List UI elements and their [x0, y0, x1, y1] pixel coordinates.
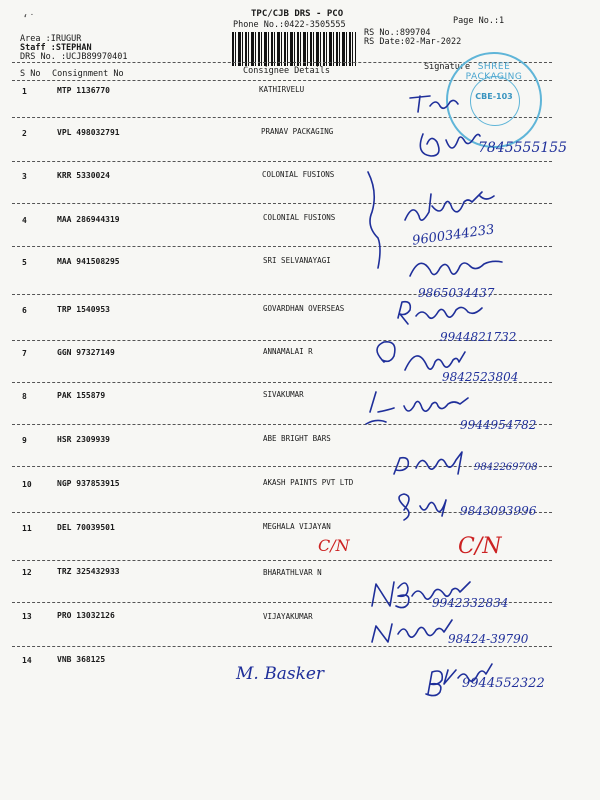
signature-4	[405, 192, 494, 220]
phone-row-7: 9842523804	[442, 370, 519, 384]
row-consignee: PRANAV PACKAGING	[261, 127, 334, 136]
phone-row-2: 7845555155	[478, 140, 568, 156]
row-consignee: BHARATHLVAR N	[263, 568, 322, 577]
signature-5	[410, 261, 502, 276]
row-consignment: DEL 70039501	[57, 523, 115, 532]
row-consignment: MAA 941508295	[57, 257, 120, 266]
signature-13	[372, 620, 452, 642]
row-sno: 3	[22, 172, 27, 181]
row-sno: 6	[22, 306, 27, 315]
row-consignee: SIVAKUMAR	[263, 390, 304, 399]
row-consignee: MEGHALA VIJAYAN	[263, 522, 331, 531]
row-consignee: VIJAYAKUMAR	[263, 612, 313, 621]
row-sno: 10	[22, 480, 32, 489]
phone-row-6: 9944821732	[440, 330, 517, 344]
row-consignment: TRZ 325432933	[57, 567, 120, 576]
signature-7	[377, 342, 465, 370]
drs-number: DRS No. :UCJB89970401	[20, 52, 128, 62]
row-consignee: SRI SELVANAYAGI	[263, 256, 331, 265]
col-consignment: Consignment No	[52, 69, 124, 79]
row-sno: 11	[22, 524, 32, 533]
signature-10	[399, 494, 446, 520]
row-sno: 1	[22, 87, 27, 96]
row-consignee: COLONIAL FUSIONS	[262, 170, 335, 179]
signature-6	[398, 302, 482, 324]
bracket-3-4	[368, 172, 380, 268]
row-sno: 14	[22, 656, 32, 665]
row-consignment: PRO 13032126	[57, 611, 115, 620]
staff: Staff :STEPHAN	[20, 43, 92, 53]
row-consignment: VNB 368125	[57, 655, 106, 664]
signature-8	[366, 392, 468, 424]
phone-number: Phone No.:0422-3505555	[233, 20, 346, 30]
row-consignment: MTP 1136770	[57, 86, 110, 95]
phone-row-9: 9944954782	[460, 418, 537, 432]
phone-row-14: 9944552322	[462, 676, 545, 691]
col-consignee: Consignee Details	[243, 66, 330, 76]
phone-row-5: 9865034437	[418, 286, 495, 300]
row-consignment: KRR 5330024	[57, 171, 110, 180]
phone-row-4: 9600344233	[411, 222, 496, 249]
document-title: TPC/CJB DRS - PCO	[251, 9, 344, 19]
row-consignee: ABE BRIGHT BARS	[263, 434, 331, 443]
row-consignee: GOVARDHAN OVERSEAS	[263, 304, 345, 313]
row-sno: 2	[22, 129, 27, 138]
rs-number: RS No.:899704	[364, 28, 431, 38]
logo-mark: ‘˙	[22, 12, 36, 25]
cn-mark-right: C/N	[458, 534, 502, 559]
signature-1	[410, 96, 458, 112]
row-sno: 13	[22, 612, 32, 621]
row-sno: 4	[22, 216, 27, 225]
row-sno: 8	[22, 392, 27, 401]
phone-row-12: 9942332834	[432, 596, 509, 610]
cn-mark-left: C/N	[318, 536, 350, 555]
phone-row-13: 98424-39790	[448, 632, 529, 646]
stamp-text: SHREE PACKAGING	[465, 62, 523, 82]
row-consignee: ANNAMALAI R	[263, 347, 313, 356]
row-consignee: AKASH PAINTS PVT LTD	[263, 478, 354, 487]
row-sno: 7	[22, 349, 27, 358]
row-consignment: MAA 286944319	[57, 215, 120, 224]
signature-2	[420, 134, 480, 156]
signature-9	[394, 452, 462, 474]
row-consignment: PAK 155879	[57, 391, 106, 400]
row-consignment: VPL 498032791	[57, 128, 120, 137]
stamp-code: CBE-103	[475, 92, 513, 101]
row-sno: 12	[22, 568, 32, 577]
row-consignee: COLONIAL FUSIONS	[263, 213, 336, 222]
area: Area :IRUGUR	[20, 34, 82, 44]
row-consignment: HSR 2309939	[57, 435, 110, 444]
col-signature: Signature	[424, 62, 471, 72]
row-consignment: GGN 97327149	[57, 348, 115, 357]
row-consignee-handwritten: M. Basker	[236, 664, 325, 684]
rs-date: RS Date:02-Mar-2022	[364, 37, 462, 47]
row-consignee: KATHIRVELU	[259, 85, 305, 94]
col-sno: S No	[20, 69, 41, 79]
row-consignment: TRP 1540953	[57, 305, 110, 314]
page-number: Page No.:1	[453, 16, 505, 26]
row-consignment: NGP 937853915	[57, 479, 120, 488]
row-sno: 5	[22, 258, 27, 267]
phone-row-9b: 9842269708	[474, 462, 538, 473]
row-sno: 9	[22, 436, 27, 445]
phone-row-10: 9843093996	[460, 504, 537, 518]
